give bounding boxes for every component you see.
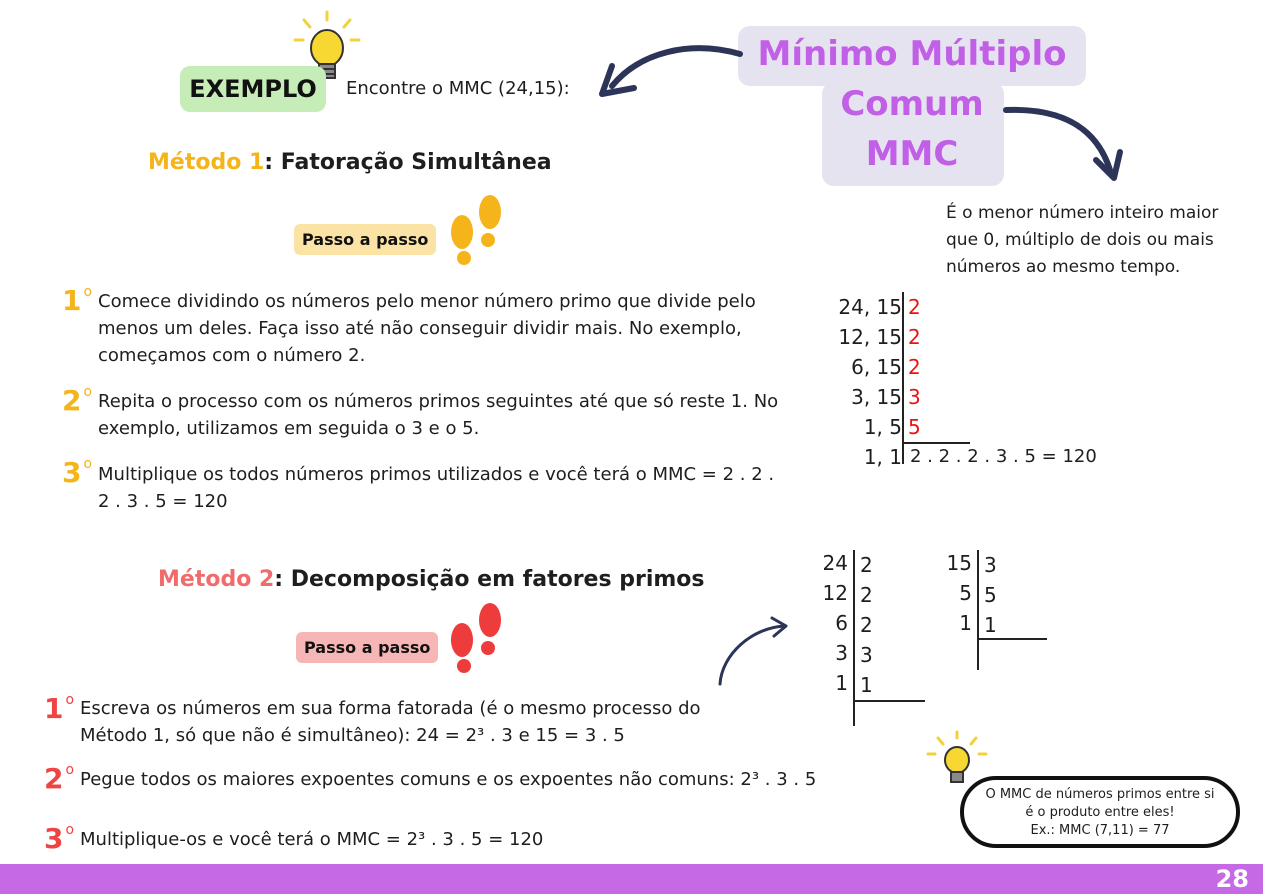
definition-line-1: É o menor número inteiro maior (946, 203, 1219, 223)
table-cell: 1 (835, 671, 848, 695)
method1-step-1 (62, 284, 92, 317)
method2-pass-label: Passo a passo (296, 632, 438, 663)
table-cell: 6 (835, 611, 848, 635)
step-line: Multiplique-os e você terá o MMC = 2³ . 3 . 5 = 120 (80, 829, 544, 850)
definition-line-2: que 0, múltiplo de dois ou mais (946, 230, 1214, 250)
method2-title (158, 567, 705, 592)
step-number: 3 $^o$ (62, 456, 93, 489)
table-vertical-line (902, 292, 904, 464)
step-line: 2 . 3 . 5 = 120 (98, 491, 228, 512)
method1-label: Método 1 (148, 150, 265, 175)
footprints-icon (444, 190, 508, 270)
method1-table-divisors (908, 292, 921, 442)
method1-step-2 (62, 384, 92, 417)
table-cell: 12 (822, 581, 848, 605)
table-cell: 2 (860, 613, 873, 637)
method1-table-left (826, 292, 902, 472)
method2-step-1-text (80, 695, 701, 749)
step-line: Pegue todos os maiores expoentes comuns e os expoentes não comuns: 2³ . 3 . 5 (80, 769, 817, 790)
table-cell: 3 (984, 553, 997, 577)
title-line-2: Comum (840, 84, 984, 124)
method2-step-3 (44, 822, 74, 855)
table-cell: 3 (908, 385, 921, 409)
method2-name: : Decomposição em fatores primos (274, 567, 705, 592)
method2-step-1 (44, 692, 74, 725)
example-badge: EXEMPLO (180, 66, 326, 112)
table-cell: 1 (860, 673, 873, 697)
table-cell: 2 (908, 355, 921, 379)
table-cell: 15 (946, 551, 972, 575)
method1-result: 2 . 2 . 2 . 3 . 5 = 120 (910, 446, 1097, 467)
table-cell: 3, 15 (851, 385, 902, 409)
tip-line-1: O MMC de números primos entre si (985, 787, 1215, 802)
table-cell: 1, 5 (863, 415, 902, 439)
method1-step-3 (62, 456, 92, 489)
step-number: 1 $^o$ (44, 692, 75, 725)
table-cell: 6, 15 (851, 355, 902, 379)
definition (946, 200, 1256, 281)
table-cell: 3 (860, 643, 873, 667)
page-number: 28 (1215, 865, 1249, 893)
method1-step-2-text (98, 388, 778, 442)
method2-step-3-text (80, 826, 543, 853)
table-cell: 1 (959, 611, 972, 635)
example-task: Encontre o MMC (24,15): (346, 78, 570, 99)
table-cell: 24 (822, 551, 848, 575)
tip-line-3: Ex.: MMC (7,11) = 77 (1030, 823, 1170, 838)
tip-line-2: é o produto entre eles! (1025, 805, 1175, 820)
step-number: 3 $^o$ (44, 822, 75, 855)
step-line: começamos com o número 2. (98, 345, 366, 366)
method2-step-2-text (80, 766, 816, 793)
table-cell: 2 (908, 295, 921, 319)
arrow-icon (712, 614, 796, 690)
step-number: 1 $^o$ (62, 284, 93, 317)
step-line: Método 1, só que não é simultâneo): 24 = 2³ . 3 e 15 = 3 . 5 (80, 725, 625, 746)
table-vertical-line (977, 550, 979, 670)
table-cell: 5 (908, 415, 921, 439)
arrow-right-icon (1000, 96, 1130, 186)
table-cell: 3 (835, 641, 848, 665)
method1-name: : Fatoração Simultânea (264, 150, 552, 175)
table15-right (984, 550, 997, 640)
footprints-icon (444, 598, 508, 678)
table-cell: 1, 1 (863, 445, 902, 469)
method1-title (148, 150, 552, 175)
table-cell: 1 (984, 613, 997, 637)
table15-left (936, 548, 972, 638)
method2-label: Método 2 (158, 567, 275, 592)
arrow-left-icon (590, 36, 750, 106)
step-line: Repita o processo com os números primos seguintes até que só reste 1. No (98, 391, 779, 412)
method1-step-1-text (98, 288, 756, 369)
step-line: exemplo, utilizamos em seguida o 3 e o 5. (98, 418, 480, 439)
table-cell: 12, 15 (838, 325, 902, 349)
method2-step-2 (44, 762, 74, 795)
step-number: 2 $^o$ (44, 762, 75, 795)
table-cell: 2 (860, 553, 873, 577)
step-number: 2 $^o$ (62, 384, 93, 417)
table-cell: 2 (908, 325, 921, 349)
table-horizontal-line (902, 442, 970, 444)
table-cell: 2 (860, 583, 873, 607)
method1-step-3-text (98, 461, 774, 515)
title-line-3: MMC (865, 134, 959, 174)
tip-box (960, 776, 1240, 848)
table24-right (860, 550, 873, 700)
step-line: Multiplique os todos números primos utilizados e você terá o MMC = 2 . 2 . (98, 464, 775, 485)
footer-bar (0, 864, 1263, 894)
table-horizontal-line (853, 700, 925, 702)
title-line-1: Mínimo Múltiplo (757, 34, 1067, 74)
table-cell: 5 (959, 581, 972, 605)
step-line: Comece dividindo os números pelo menor número primo que divide pelo (98, 291, 756, 312)
table-cell: 24, 15 (838, 295, 902, 319)
method1-pass-label: Passo a passo (294, 224, 436, 255)
table-cell: 5 (984, 583, 997, 607)
step-line: Escreva os números em sua forma fatorada (é o mesmo processo do (80, 698, 701, 719)
step-line: menos um deles. Faça isso até não conseguir dividir mais. No exemplo, (98, 318, 742, 339)
table24-left (808, 548, 848, 698)
definition-line-3: números ao mesmo tempo. (946, 257, 1181, 277)
